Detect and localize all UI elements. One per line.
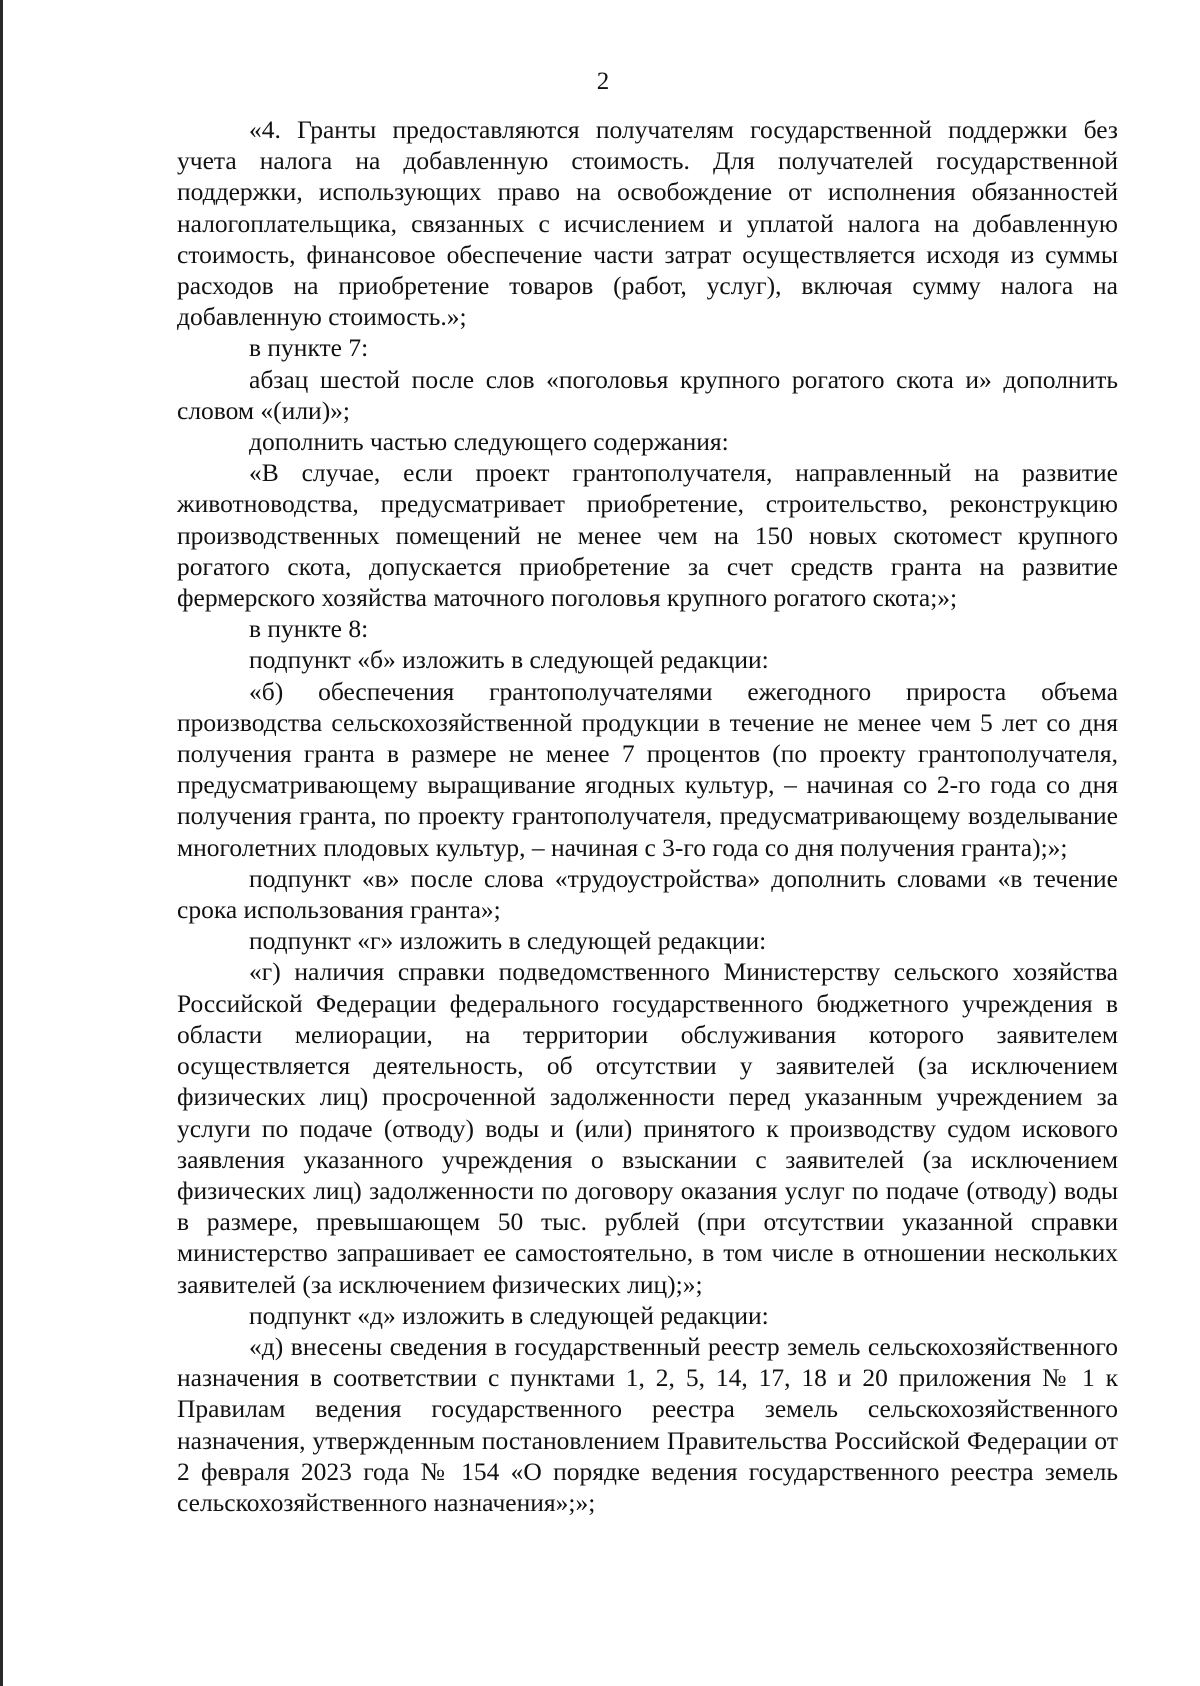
paragraph-livestock-project: «В случае, если проект грантополучателя, направленный на развитие животноводства, предусматривает приобретение, строительство, реконструкцию производственных помещений не менее чем на 150 новых скотомест крупного рогатого скота, допускается приобретение за счет средств гранта на развитие фермерского хозяйства маточного поголовья крупного рогатого скота;»; [177,458,1118,613]
paragraph-add-part: дополнить частью следующего содержания: [249,427,729,457]
paragraph-subitem-d-text: «д) внесены сведения в государственный реестр земель сельскохозяйственного назначения в соответствии с пунктами 1, 2, 5, 14, 17, 18 и 20 приложения № 1 к Правилам ведения государственного реестра земель сельскохозяйственного назначения, утвержденным постановлением Правительства Российской Федерации от 2 февраля 2023 года № 154 «О порядке ведения государственного реестра земель сельскохозяйственного назначения»;»; [177,1331,1118,1517]
paragraph-subitem-b-heading: подпункт «б» изложить в следующей редакции: [249,645,769,675]
paragraph-subitem-d-heading: подпункт «д» изложить в следующей редакции: [249,1300,769,1330]
page-number: 2 [596,68,610,95]
paragraph-subitem-g-heading: подпункт «г» изложить в следующей редакции: [249,926,767,956]
paragraph-subitem-v: подпункт «в» после слова «трудоустройства» дополнить словами «в течение срока использования гранта»; [177,863,1118,925]
paragraph-item-8: в пункте 8: [249,614,369,644]
document-body [177,114,1118,1518]
paragraph-subitem-g-text: «г) наличия справки подведомственного Министерству сельского хозяйства Российской Федерации федерального государственного бюджетного учреждения в области мелиорации, на территории обслуживания которого заявителем осуществляется деятельность, об отсутствии у заявителей (за исключением физических лиц) просроченной задолженности перед указанным учреждением за услуги по подаче (отводу) воды и (или) принятого к производству судом искового заявления указанного учреждения о взыскании с заявителей (за исключением физических лиц) задолженности по договору оказания услуг по подаче (отводу) воды в размере, превышающем 50 тыс. рублей (при отсутствии указанной справки министерство запрашивает ее самостоятельно, в том числе в отношении нескольких заявителей (за исключением физических лиц);»; [177,957,1118,1299]
paragraph-grant-vat: «4. Гранты предоставляются получателям государственной поддержки без учета налога на добавленную стоимость. Для получателей государственной поддержки, использующих право на освобождение от исполнения обязанностей налогоплательщика, связанных с исчислением и уплатой налога на добавленную стоимость, финансовое обеспечение части затрат осуществляется исходя из суммы расходов на приобретение товаров (работ, услуг), включая сумму налога на добавленную стоимость.»; [177,115,1118,332]
paragraph-sixth-abzats: абзац шестой после слов «поголовья крупного рогатого скота и» дополнить словом «(или)»; [177,364,1118,425]
paragraph-subitem-b-text: «б) обеспечения грантополучателями ежегодного прироста объема производства сельскохозяйственной продукции в течение не менее чем 5 лет со дня получения гранта в размере не менее 7 процентов (по проекту грантополучателя, предусматривающему выращивание ягодных культур, – начиная со 2-го года со дня получения гранта, по проекту грантополучателя, предусматривающему возделывание многолетних плодовых культур, – начиная с 3-го года со дня получения гранта);»; [177,676,1118,862]
paragraph-item-7: в пункте 7: [249,333,369,363]
